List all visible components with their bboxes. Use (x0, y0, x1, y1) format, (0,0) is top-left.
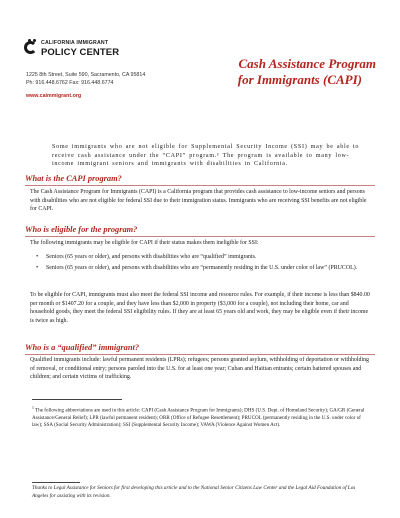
section-body-what: The Cash Assistance Program for Immigrants (CAPI) is a California program that provides cash assistance to low-income seniors and persons with disabilities who are not eligible for federal SSI due to their immigration status. Immigrants who are receiving SSI benefits are not eligible for CAPI. (30, 189, 367, 213)
section-lead-who: The following immigrants may be eligible for CAPI if their status makes them ineligible for SSI: (30, 240, 259, 246)
org-website-link[interactable]: www.caimmigrant.org (26, 93, 82, 99)
list-item: • Seniors (65 years or older), and persons with disabilities who are “qualified” immigrants. (36, 253, 366, 261)
section-heading-qualified: Who is a “qualified” immigrant? (25, 343, 140, 352)
footnote-text: The following abbreviations are used in this article: CAPI (Cash Assistance Program for Immigrants); DHS (U.S. Dept. of Homeland Security); GA/GR (General Assistance/General Relief); LPR (lawful permanent resident); ORR (Office of Refugee Resettlement); PRUCOL (permanently residing in the U.S. under color of law); SSA (Social Security Administration); SSI (Supplemental Security Income); VAWA (Violence Against Women Act). (32, 407, 365, 429)
acknowledgement-note: Thanks to Legal Assistance for Seniors for first developing this article and to the National Senior Citizens Law Center and the Legal Aid Foundation of Los Angeles for assisting with its revision. (32, 485, 356, 499)
doc-title-line2: for Immigrants (CAPI) (237, 72, 362, 87)
org-name-top: CALIFORNIA IMMIGRANT (41, 40, 109, 46)
section-body-who: To be eligible for CAPI, immigrants must also meet the federal SSI income and resource rules. For example, if their income is less than $840.00 per month or $1407.20 for a couple, and they have less than $2,000 in property ($3,000 for a couple), not including their home, car and household goods, they meet the federal SSI eligibility rules. If they are at least 65 years old and work, they may be eligible even if their income is twice as high. (30, 292, 370, 324)
footnote (32, 405, 372, 430)
logo-arc (24, 41, 37, 54)
footnote-divider (32, 399, 122, 400)
section-heading-who: Who is eligible for the program? (25, 225, 138, 234)
section-divider (25, 185, 375, 186)
list-item: • Seniors (65 years or older), and persons with disabilities who are “permanently residing in the U.S. under color of law” (PRUCOL). (36, 264, 366, 272)
org-address: 1225 8th Street, Suite 590, Sacramento, CA 95814 (26, 72, 146, 78)
doc-title-line1: Cash Assistance Program (238, 56, 376, 71)
thanks-divider (32, 482, 80, 483)
section-divider (25, 354, 375, 355)
section-divider (25, 236, 375, 237)
section-body-qualified: Qualified immigrants include: lawful permanent residents (LPRs); refugees; persons granted asylum, withholding of deportation or withholding of removal, or conditional entry; persons paroled into the U.S. for at least one year; Cuban and Haitian entrants; certain battered spouses and children; and certain victims of trafficking. (30, 357, 369, 381)
footnote-mark: 1 (32, 406, 34, 410)
org-name-main: POLICY CENTER (41, 47, 120, 58)
intro-paragraph: Some immigrants who are not eligible for Supplemental Security Income (SSI) may be able to receive cash assistance under the “CAPI” program.¹ The program is available to many low-income immigrant seniors and immigrants with disabilities in California. (52, 144, 360, 168)
org-phone-fax: Ph: 916.448.6762 Fax: 916.448.6774 (26, 80, 114, 86)
org-logo-icon (24, 39, 38, 55)
eligibility-list (36, 253, 366, 276)
section-heading-what: What is the CAPI program? (25, 174, 122, 183)
